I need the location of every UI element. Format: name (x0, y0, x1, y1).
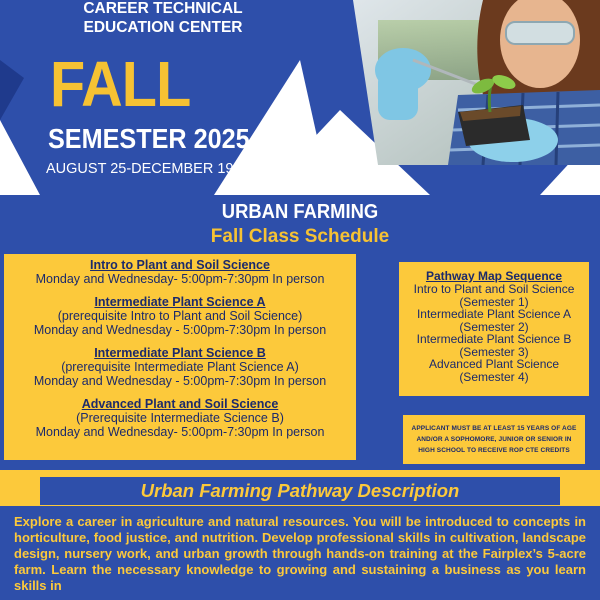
pathway-step: Intermediate Plant Science B (416, 332, 572, 346)
blue-accent-triangle (0, 60, 24, 120)
student-with-plant-seedling-photo (308, 0, 600, 165)
description-heading: Urban Farming Pathway Description (40, 477, 560, 505)
course-detail: Monday and Wednesday - 5:00pm-7:30pm In person (33, 323, 327, 337)
course-name: Intro to Plant and Soil Science (90, 258, 270, 272)
requirement-line: APPLICANT MUST BE AT LEAST 15 YEARS OF AGE (411, 425, 577, 432)
class-schedule-box (4, 254, 356, 460)
course-prerequisite: (Prerequisite Intermediate Science B) (76, 410, 284, 425)
course-detail: Monday and Wednesday- 5:00pm-7:30pm In person (35, 425, 325, 439)
course-item (4, 258, 356, 287)
course-prerequisite: (prerequisite Intro to Plant and Soil Science) (57, 308, 303, 323)
pathway-semester: (Semester 1) (459, 294, 529, 309)
pathway-map-box (399, 262, 589, 396)
student-plant-photo (308, 0, 600, 165)
pathway-semester: (Semester 3) (459, 344, 529, 359)
pathway-title: Pathway Map Sequence (425, 269, 563, 283)
course-name: Intermediate Plant Science B (94, 345, 266, 360)
season-heading: FALL (50, 48, 191, 120)
program-title: URBAN FARMING (221, 201, 379, 223)
course-item (4, 295, 356, 338)
course-name: Advanced Plant and Soil Science (81, 396, 279, 411)
pathway-step: Advanced Plant Science (428, 357, 560, 371)
description-header (0, 477, 600, 505)
description-text: Explore a career in agriculture and natural resources. You will be introduced to concepts in horticulture, food justice, and nutrition. Develop professional skills in cultivation, landscape design, nursery work, and urban growth through hands-on training at the Fairplex’s 5-acre farm. Learn the necessary knowledge to growing and sustaining a business as you learn skills in (14, 514, 586, 593)
course-name: Intermediate Plant Science A (94, 294, 266, 309)
white-triangle-left (0, 120, 40, 195)
requirement-line: AND/OR A SOPHOMORE, JUNIOR OR SENIOR IN (416, 436, 572, 443)
pathway-step: Intro to Plant and Soil Science (413, 282, 575, 296)
hero-banner (0, 0, 600, 195)
pathway-semester: (Semester 4) (459, 369, 529, 384)
course-detail: Monday and Wednesday - 5:00pm-7:30pm In person (33, 374, 327, 388)
semester-dates: AUGUST 25-DECEMBER 19 (46, 161, 234, 177)
semester-heading: SEMESTER 2025 (48, 123, 250, 154)
course-item (4, 397, 356, 440)
program-subtitle: Fall Class Schedule (210, 226, 390, 247)
requirement-line: HIGH SCHOOL TO RECEIVE ROP CTE CREDITS (418, 447, 570, 454)
course-item (4, 346, 356, 389)
course-prerequisite: (prerequisite Intermediate Plant Science A) (61, 359, 299, 374)
org-name-line2: EDUCATION CENTER (83, 19, 243, 36)
org-name-line1: CAREER TECHNICAL (83, 0, 243, 17)
pathway-semester: (Semester 2) (459, 319, 529, 334)
course-detail: Monday and Wednesday- 5:00pm-7:30pm In person (35, 272, 325, 286)
applicant-requirement-box (403, 415, 585, 464)
description-section (0, 506, 600, 600)
pathway-step: Intermediate Plant Science A (416, 307, 572, 321)
